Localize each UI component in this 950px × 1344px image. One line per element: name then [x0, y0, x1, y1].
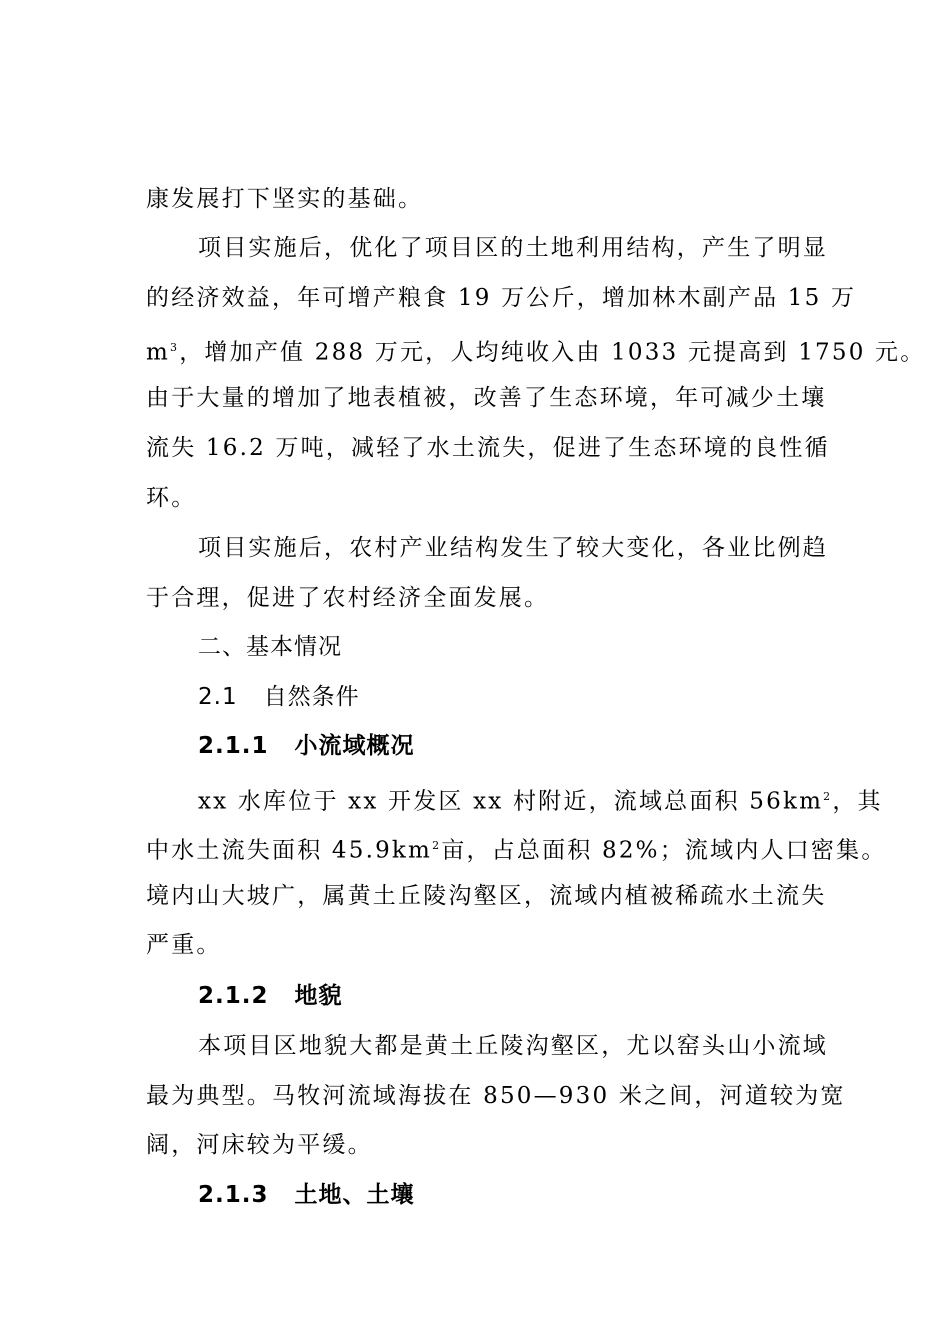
heading-title: 自然条件 [263, 684, 360, 710]
paragraph-line [146, 333, 926, 368]
paragraph-line: 环。 [146, 485, 197, 511]
line-text: ，增加产值 288 万元，人均纯收入由 1033 元提高到 1750 元。 [179, 339, 926, 366]
heading-title: 土地、土壤 [294, 1182, 415, 1208]
subsubsection-heading [198, 1180, 918, 1210]
unit-text: m [146, 339, 171, 366]
superscript: 3 [170, 341, 180, 354]
heading-number: 2.1.2 [198, 983, 269, 1009]
paragraph-line: 由于大量的增加了地表植被，改善了生态环境，年可减少土壤 [146, 385, 827, 411]
line-text: xx 水库位于 xx 开发区 xx 村附近，流域总面积 56km [198, 788, 824, 815]
heading-title: 地貌 [294, 983, 343, 1009]
paragraph-line: 于合理，促进了农村经济全面发展。 [146, 585, 550, 611]
paragraph-line: 最为典型。马牧河流域海拔在 850—930 米之间，河道较为宽 [146, 1083, 846, 1109]
paragraph-line: 项目实施后，优化了项目区的土地利用结构，产生了明显 [198, 235, 828, 261]
section-heading: 二、基本情况 [198, 634, 342, 660]
paragraph-line [146, 831, 887, 866]
heading-number: 2.1.3 [198, 1182, 269, 1208]
paragraph-line: 境内山大坡广，属黄土丘陵沟壑区，流域内植被稀疏水土流失 [146, 883, 827, 909]
heading-number: 2.1 [198, 684, 238, 710]
superscript: 2 [823, 790, 833, 803]
heading-title: 小流域概况 [294, 733, 415, 759]
superscript: 2 [432, 839, 442, 852]
line-text: 中水土流失面积 45.9km [146, 837, 433, 864]
subsection-heading [198, 682, 918, 712]
paragraph-line: 的经济效益，年可增产粮食 19 万公斤，增加林木副产品 15 万 [146, 285, 857, 311]
paragraph-line: 阔，河床较为平缓。 [146, 1132, 373, 1158]
subsubsection-heading [198, 981, 918, 1011]
paragraph-line: 本项目区地貌大都是黄土丘陵沟壑区，尤以窑头山小流域 [198, 1033, 828, 1059]
paragraph-line: 项目实施后，农村产业结构发生了较大变化，各业比例趋 [198, 535, 828, 561]
line-text: 亩，占总面积 82%；流域内人口密集。 [441, 837, 887, 864]
paragraph-line: 严重。 [146, 932, 222, 958]
paragraph-line: 流失 16.2 万吨，减轻了水土流失，促进了生态环境的良性循 [146, 435, 830, 461]
subsubsection-heading [198, 731, 918, 761]
paragraph-line [198, 782, 918, 817]
paragraph-line: 康发展打下坚实的基础。 [146, 186, 424, 212]
line-text: ，其 [832, 788, 883, 815]
heading-number: 2.1.1 [198, 733, 269, 759]
